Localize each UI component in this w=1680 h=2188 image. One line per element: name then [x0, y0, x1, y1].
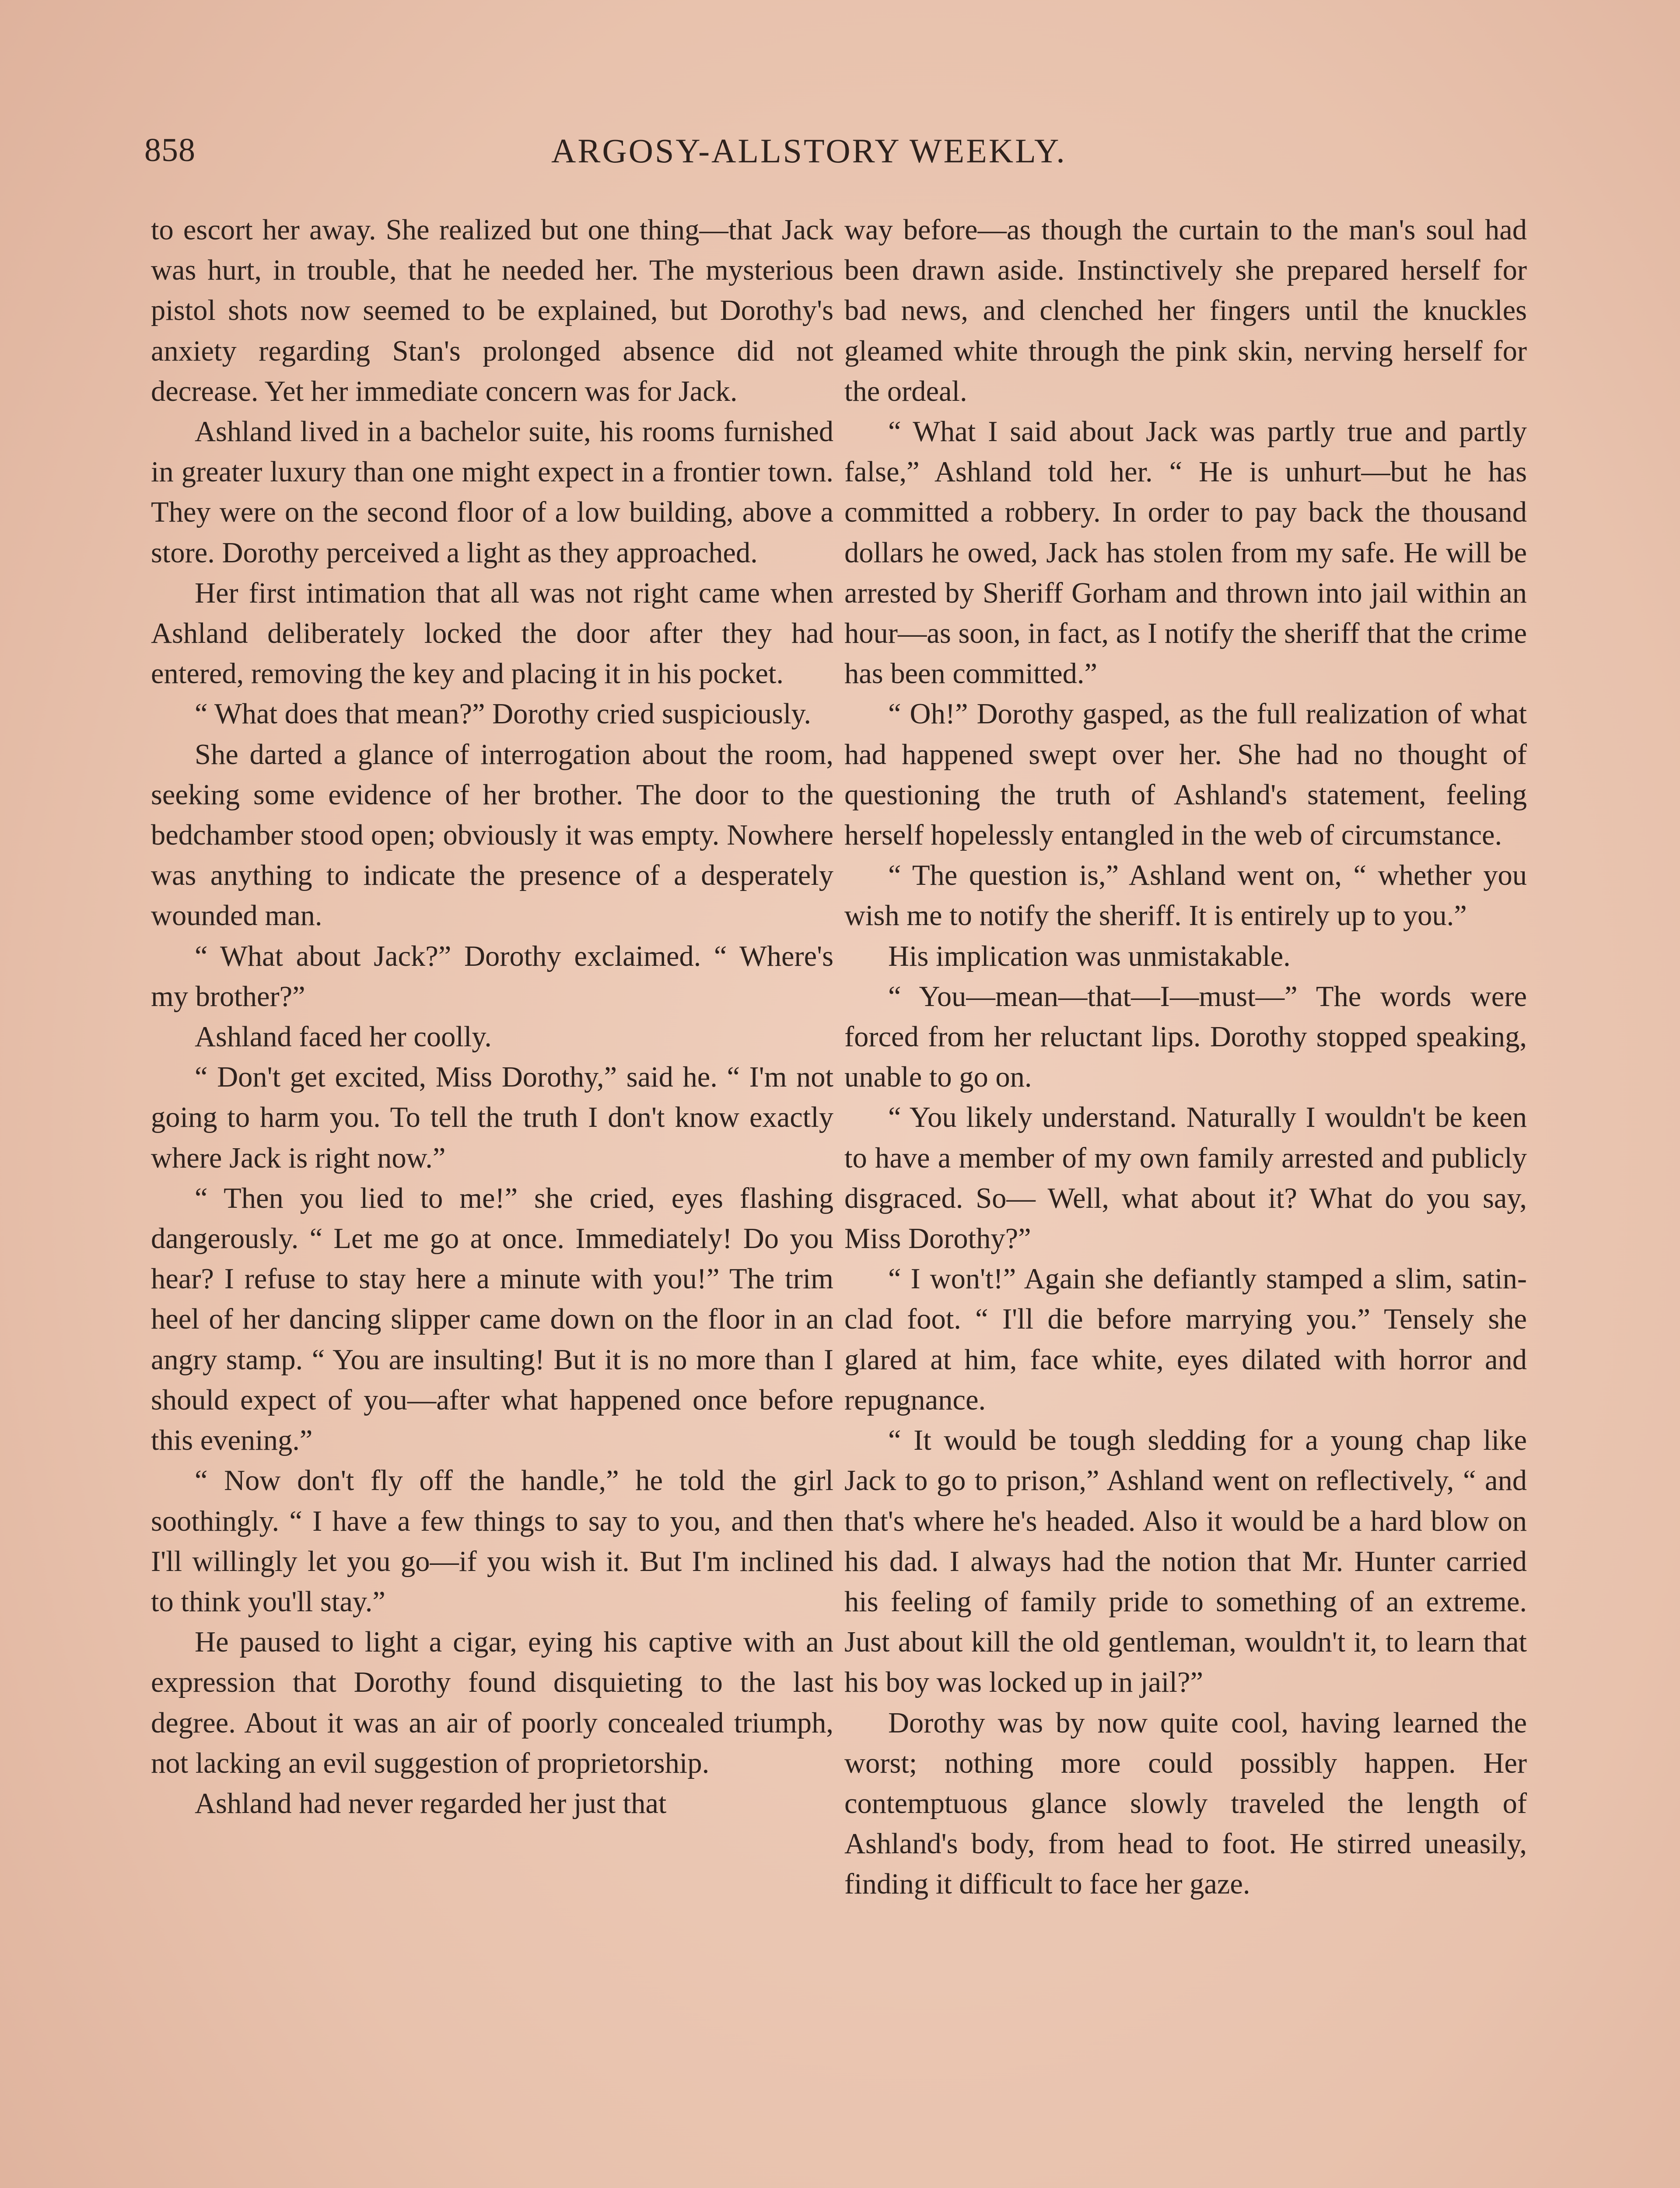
paragraph: “ Then you lied to me!” she cried, eyes flashing dangerously. “ Let me go at once. Immediately! Do you hear? I refuse to stay here a minute with you!” The trim heel of her dancing slipper came down on the floor in an angry stamp. “ You are insulting! But it is no more than I should expect of you—after what happened once before this evening.” [151, 1182, 833, 1457]
paragraph: “ What does that mean?” Dorothy cried suspiciously. [195, 698, 812, 730]
paragraph: “ What I said about Jack was partly true and partly false,” Ashland told her. “ He is unhurt—but he has committed a robbery. In order to pay back the thousand dollars he owed, Jack has stolen from my safe. He will be arrested by Sheriff Gorham and thrown into jail within an hour—as soon, in fact, as I notify the sheriff that the crime has been committed.” [844, 416, 1527, 690]
paragraph: His implication was unmistakable. [888, 940, 1291, 972]
paragraph: “ The question is,” Ashland went on, “ whether you wish me to notify the sheriff. It is entirely up to you.” [844, 859, 1527, 932]
paragraph: He paused to light a cigar, eying his captive with an expression that Dorothy found disquieting to the last degree. About it was an air of poorly concealed triumph, not lacking an evil suggestion of proprietorship. [151, 1626, 833, 1779]
paragraph: “ You likely understand. Naturally I wouldn't be keen to have a member of my own family arrested and publicly disgraced. So— Well, what about it? What do you say, Miss Dorothy?” [844, 1101, 1527, 1255]
paragraph: “ I won't!” Again she defiantly stamped a slim, satin-clad foot. “ I'll die before marrying you.” Tensely she glared at him, face white, eyes dilated with horror and repugnance. [844, 1263, 1527, 1416]
paragraph: Dorothy was by now quite cool, having learned the worst; nothing more could possibly happen. Her contemptuous glance slowly traveled the length of Ashland's body, from head to foot. He stirred uneasily, finding it difficult to face her gaze. [844, 1707, 1527, 1900]
paragraph: “ Oh!” Dorothy gasped, as the full realization of what had happened swept over her. She had no thought of questioning the truth of Ashland's statement, feeling herself hopelessly entangled in the web of circumstance. [844, 698, 1527, 852]
running-head: ARGOSY-ALLSTORY WEEKLY. [551, 132, 1067, 170]
page-header [144, 131, 1544, 175]
right-column [844, 210, 1527, 2188]
paragraph: “ What about Jack?” Dorothy exclaimed. “ Where's my brother?” [151, 940, 833, 1013]
left-column [151, 210, 833, 2188]
paragraph: way before—as though the curtain to the man's soul had been drawn aside. Instinctively she prepared herself for bad news, and clenched her fingers until the knuckles gleamed white through the pink skin, nerving herself for the ordeal. [844, 214, 1527, 407]
page-number: 858 [144, 132, 196, 168]
paragraph: “ You—mean—that—I—must—” The words were forced from her reluctant lips. Dorothy stopped speaking, unable to go on. [844, 980, 1527, 1094]
paragraph: “ It would be tough sledding for a young chap like Jack to go to prison,” Ashland went on reflectively, “ and that's where he's headed. Also it would be a hard blow on his dad. I always had the notion that Mr. Hunter carried his feeling of family pride to something of an extreme. Just about kill the old gentleman, wouldn't it, to learn that his boy was locked up in jail?” [844, 1424, 1527, 1699]
paragraph: She darted a glance of interrogation about the room, seeking some evidence of her brother. The door to the bedchamber stood open; obviously it was empty. Nowhere was anything to indicate the presence of a desperately wounded man. [151, 738, 833, 932]
paragraph: Her first intimation that all was not right came when Ashland deliberately locked the door after they had entered, removing the key and placing it in his pocket. [151, 577, 833, 690]
paragraph: “ Don't get excited, Miss Dorothy,” said he. “ I'm not going to harm you. To tell the truth I don't know exactly where Jack is right now.” [151, 1061, 833, 1174]
paragraph: to escort her away. She realized but one thing—that Jack was hurt, in trouble, that he needed her. The mysterious pistol shots now seemed to be explained, but Dorothy's anxiety regarding Stan's prolonged absence did not decrease. Yet her immediate concern was for Jack. [151, 214, 833, 407]
paragraph: “ Now don't fly off the handle,” he told the girl soothingly. “ I have a few things to say to you, and then I'll willingly let you go—if you wish it. But I'm inclined to think you'll stay.” [151, 1465, 833, 1618]
paragraph: Ashland lived in a bachelor suite, his rooms furnished in greater luxury than one might expect in a frontier town. They were on the second floor of a low building, above a store. Dorothy perceived a light as they approached. [151, 416, 833, 569]
paragraph: Ashland had never regarded her just that [195, 1787, 667, 1820]
paragraph: Ashland faced her coolly. [195, 1021, 492, 1053]
